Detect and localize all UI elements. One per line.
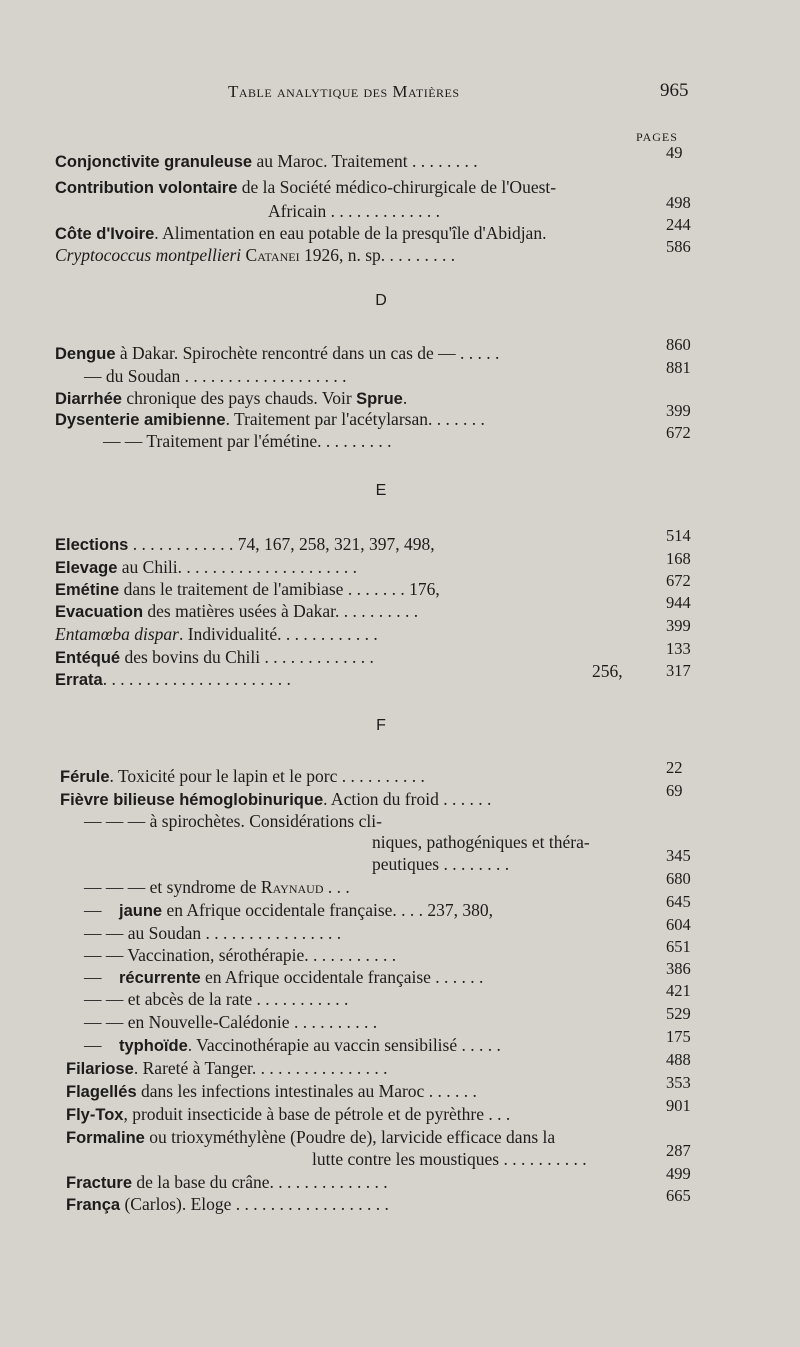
entry-page: 49	[666, 143, 683, 162]
entry-heading: Elevage	[55, 559, 118, 577]
entry-author: Catanei	[241, 245, 300, 265]
entry-heading: typhoïde	[119, 1037, 188, 1055]
entry-text: — — au Soudan . . . . . . . . . . . . . . . .	[84, 923, 342, 943]
index-entry	[0, 1096, 800, 1125]
entry-heading: Fracture	[66, 1174, 133, 1192]
entry-page: 498	[666, 193, 691, 212]
entry-dash: —	[84, 900, 102, 920]
entry-page: 680	[666, 869, 691, 888]
section-letter-e: E	[375, 482, 387, 499]
entry-text: — — Vaccination, sérothérapie. . . . . . . . . . .	[84, 945, 397, 965]
entry-heading: Elections	[55, 536, 129, 554]
entry-page: 514	[666, 526, 691, 545]
entry-page: 901	[666, 1096, 691, 1115]
entry-text: . Alimentation en eau potable de la presqu'île d'Abidjan.	[154, 223, 547, 243]
entry-text: à Dakar. Spirochète rencontré dans un cas de — . . . . .	[115, 343, 500, 363]
entry-text: de la Société médico-chirurgicale de l'Ouest-	[237, 177, 557, 197]
entry-page: 353	[666, 1073, 691, 1092]
entry-page: 860	[666, 335, 691, 354]
entry-text: peutiques . . . . . . . .	[372, 854, 510, 874]
entry-text: . . .	[323, 877, 350, 897]
page-number: 965	[660, 80, 689, 101]
index-entry	[0, 143, 800, 172]
entry-heading: Filariose	[66, 1060, 134, 1078]
entry-page: 175	[666, 1027, 691, 1046]
entry-page: 244	[666, 215, 691, 234]
entry-page: 944	[666, 593, 691, 612]
entry-heading: Cryptococcus montpellieri	[55, 245, 242, 265]
entry-text: . Traitement par l'acétylarsan. . . . . . .	[225, 409, 485, 429]
entry-heading: Flagellés	[66, 1083, 137, 1101]
entry-page: 168	[666, 549, 691, 568]
entry-text: lutte contre les moustiques . . . . . . . . . .	[312, 1149, 587, 1169]
entry-page: 672	[666, 571, 691, 590]
entry-text: . . . . . . . . . . . . . . . . . . . . . .	[102, 669, 291, 689]
entry-dash: —	[84, 967, 102, 987]
entry-page: 317	[666, 661, 691, 680]
entry-text: de la base du crâne. . . . . . . . . . . . . .	[132, 1172, 388, 1192]
running-title: Table analytique des Matières	[228, 82, 460, 101]
entry-text: . . . . . . . . . . . . 74, 167, 258, 321, 397, 498,	[128, 534, 435, 554]
entry-heading: Dengue	[55, 345, 116, 363]
entry-heading: Dysenterie amibienne	[55, 411, 226, 429]
entry-text: . Vaccinothérapie au vaccin sensibilisé . . . . .	[187, 1035, 501, 1055]
running-head	[0, 80, 800, 104]
entry-page: 421	[666, 981, 691, 1000]
entry-text: en Afrique occidentale française . . . . . .	[200, 967, 484, 987]
entry-text: — — en Nouvelle-Calédonie . . . . . . . . . .	[84, 1012, 378, 1032]
entry-text: des matières usées à Dakar. . . . . . . . . .	[143, 601, 419, 621]
entry-heading: Férule	[60, 768, 110, 786]
entry-page: 881	[666, 358, 691, 377]
entry-page: 399	[666, 616, 691, 635]
entry-text: chronique des pays chauds. Voir	[121, 388, 357, 408]
entry-text: au Maroc. Traitement . . . . . . . .	[252, 151, 478, 171]
index-entry	[0, 358, 800, 387]
entry-text: (Carlos). Eloge . . . . . . . . . . . . . . . . . .	[120, 1194, 389, 1214]
entry-text: — — et abcès de la rate . . . . . . . . . . .	[84, 989, 349, 1009]
entry-text: dans les infections intestinales au Maroc . . . . . .	[136, 1081, 477, 1101]
entry-text: des bovins du Chili . . . . . . . . . . . . .	[120, 647, 374, 667]
entry-heading: França	[66, 1196, 121, 1214]
entry-page: 69	[666, 781, 683, 800]
entry-text: . Rareté à Tanger. . . . . . . . . . . . . . . .	[133, 1058, 388, 1078]
entry-text: — — — et syndrome de	[84, 877, 261, 897]
entry-heading: Errata	[55, 671, 103, 689]
entry-crossref: Sprue	[356, 390, 403, 408]
entry-heading: Evacuation	[55, 603, 144, 621]
entry-heading: Emétine	[55, 581, 120, 599]
entry-page: 499	[666, 1164, 691, 1183]
entry-text: — du Soudan . . . . . . . . . . . . . . . . . . .	[84, 366, 347, 386]
entry-heading: Formaline	[66, 1129, 145, 1147]
index-entry	[0, 781, 800, 810]
entry-page: 488	[666, 1050, 691, 1069]
entry-heading: jaune	[119, 902, 163, 920]
index-entry	[0, 661, 800, 690]
entry-text: .	[402, 388, 408, 408]
entry-page: 133	[666, 639, 691, 658]
entry-page: 586	[666, 237, 691, 256]
index-entry	[0, 423, 800, 452]
entry-page: 651	[666, 937, 691, 956]
entry-text: . Action du froid . . . . . .	[323, 789, 492, 809]
entry-page: 386	[666, 959, 691, 978]
entry-text: , produit insecticide à base de pétrole et de pyrèthre . . .	[123, 1104, 511, 1124]
section-letter-d: D	[375, 292, 387, 309]
entry-text: au Chili. . . . . . . . . . . . . . . . . . . . .	[117, 557, 358, 577]
index-entry	[0, 237, 800, 266]
entry-text: dans le traitement de l'amibiase . . . . . . . 176,	[119, 579, 440, 599]
entry-extra-page: 256,	[592, 661, 623, 681]
entry-page: 529	[666, 1004, 691, 1023]
entry-page: 665	[666, 1186, 691, 1205]
entry-page: 604	[666, 915, 691, 934]
entry-author: Raynaud	[260, 877, 324, 897]
section-letter-f: F	[376, 717, 386, 734]
entry-heading: Fièvre bilieuse hémoglobinurique	[60, 791, 324, 809]
entry-page: 399	[666, 401, 691, 420]
entry-page: 22	[666, 758, 683, 777]
entry-heading: Entéqué	[55, 649, 121, 667]
index-entry	[0, 1186, 800, 1215]
entry-text: . Individualité. . . . . . . . . . . .	[178, 624, 378, 644]
entry-heading: récurrente	[119, 969, 201, 987]
entry-heading: Côte d'Ivoire	[55, 225, 155, 243]
entry-page: 345	[666, 846, 691, 865]
entry-text: niques, pathogéniques et théra-	[372, 832, 590, 852]
entry-text: ou trioxyméthylène (Poudre de), larvicide efficace dans la	[144, 1127, 556, 1147]
entry-dash: —	[84, 1035, 102, 1055]
entry-heading: Conjonctivite granuleuse	[55, 153, 253, 171]
entry-text: en Afrique occidentale française. . . . 237, 380,	[162, 900, 494, 920]
index-entry	[0, 810, 800, 832]
entry-text: Africain . . . . . . . . . . . . .	[268, 201, 441, 221]
entry-text: 1926, n. sp. . . . . . . . .	[299, 245, 456, 265]
pages-column-label: PAGES	[636, 130, 678, 144]
entry-text: . Toxicité pour le lapin et le porc . . . . . . . . . .	[109, 766, 425, 786]
entry-text: — — — à spirochètes. Considérations cli-	[84, 811, 382, 831]
entry-text: — — Traitement par l'émétine. . . . . . . . .	[103, 431, 392, 451]
entry-heading: Fly-Tox	[66, 1106, 124, 1124]
entry-page: 645	[666, 892, 691, 911]
entry-page: 287	[666, 1141, 691, 1160]
entry-heading: Contribution volontaire	[55, 179, 238, 197]
entry-heading: Entamœba dispar	[55, 624, 179, 644]
entry-page: 672	[666, 423, 691, 442]
entry-heading: Diarrhée	[55, 390, 122, 408]
